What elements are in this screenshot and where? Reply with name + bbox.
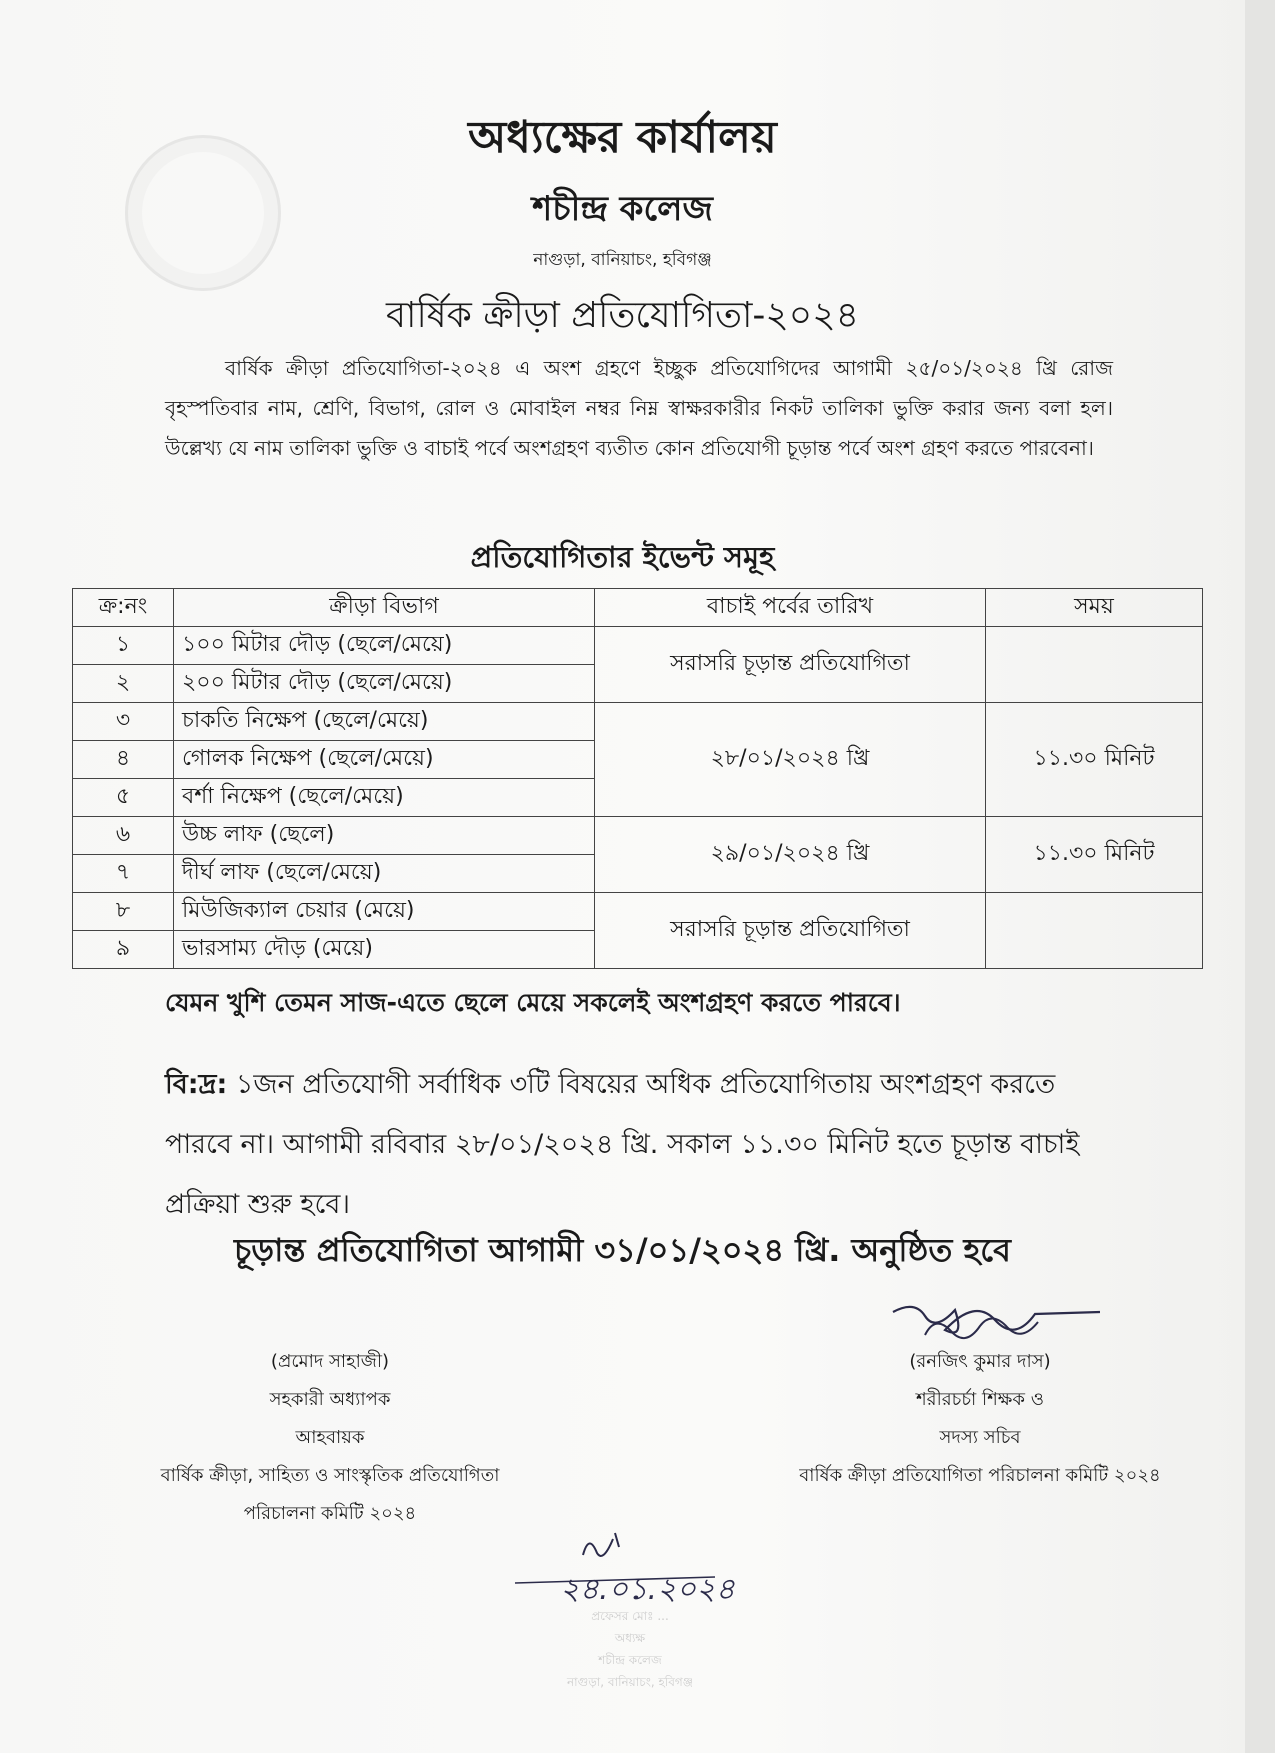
signatory-left — [110, 1343, 550, 1533]
event-title: বার্ষিক ক্রীড়া প্রতিযোগিতা-২০২৪ — [386, 295, 859, 336]
row-serial: ২ — [73, 665, 174, 703]
row-date: সরাসরি চূড়ান্ত প্রতিযোগিতা — [595, 627, 986, 703]
header-time: সময় — [986, 589, 1203, 627]
row-serial: ৫ — [73, 779, 174, 817]
handwritten-date: ২৪.০১.২০২৪ — [560, 1572, 736, 1607]
row-event: ১০০ মিটার দৌড় (ছেলে/মেয়ে) — [174, 627, 595, 665]
row-event: চাকতি নিক্ষেপ (ছেলে/মেয়ে) — [174, 703, 595, 741]
stamp-line-3: শচীন্দ্র কলেজ — [598, 1653, 662, 1667]
row-date: ২৮/০১/২০২৪ খ্রি — [595, 703, 986, 817]
signatory-left-designation: সহকারী অধ্যাপক — [269, 1389, 391, 1410]
final-competition-line: চূড়ান্ত প্রতিযোগিতা আগামী ৩১/০১/২০২৪ খ্রি. অনুষ্ঠিত হবে — [234, 1231, 1011, 1269]
row-event: ভারসাম্য দৌড় (মেয়ে) — [174, 931, 595, 969]
events-heading: প্রতিযোগিতার ইভেন্ট সমূহ — [470, 540, 775, 574]
row-event: উচ্চ লাফ (ছেলে) — [174, 817, 595, 855]
row-serial: ৮ — [73, 893, 174, 931]
signatory-right — [770, 1343, 1190, 1495]
stamp-line-4: নাগুড়া, বানিয়াচং, হবিগঞ্জ — [566, 1675, 694, 1689]
signatory-left-role: আহবায়ক — [295, 1427, 365, 1448]
row-event: মিউজিক্যাল চেয়ার (মেয়ে) — [174, 893, 595, 931]
row-event: দীর্ঘ লাফ (ছেলে/মেয়ে) — [174, 855, 595, 893]
college-name: শচীন্দ্র কলেজ — [532, 189, 713, 229]
row-event: ২০০ মিটার দৌড় (ছেলে/মেয়ে) — [174, 665, 595, 703]
row-time: ১১.৩০ মিনিট — [986, 703, 1203, 817]
row-time: ১১.৩০ মিনিট — [986, 817, 1203, 893]
page-edge — [1245, 0, 1275, 1753]
table-row — [73, 703, 1203, 741]
intro-paragraph: বার্ষিক ক্রীড়া প্রতিযোগিতা-২০২৪ এ অংশ গ্রহণে ইচ্ছুক প্রতিযোগিদের আগামী ২৫/০১/২০২৪ খ্রি রোজ বৃহস্পতিবার নাম, শ্রেণি, বিভাগ, রোল ও মোবাইল নম্বর নিম্ন স্বাক্ষরকারীর নিকট তালিকা ভুক্তি করার জন্য বলা হল। উল্লেখ্য যে নাম তালিকা ভুক্তি ও বাচাই পর্বে অংশগ্রহণ ব্যতীত কোন প্রতিযোগী চূড়ান্ত পর্বে অংশ গ্রহণ করতে পারবেনা। — [165, 356, 1113, 460]
signatory-right-role: সদস্য সচিব — [939, 1427, 1021, 1448]
table-row — [73, 627, 1203, 665]
signatory-left-name: (প্রমোদ সাহাজী) — [270, 1351, 390, 1372]
row-serial: ৩ — [73, 703, 174, 741]
header-serial: ক্র:নং — [73, 589, 174, 627]
row-serial: ৪ — [73, 741, 174, 779]
header-date: বাচাই পর্বের তারিখ — [595, 589, 986, 627]
stamp-line-1: প্রফেসর মোঃ ... — [591, 1609, 669, 1623]
row-event: বর্শা নিক্ষেপ (ছেলে/মেয়ে) — [174, 779, 595, 817]
row-serial: ৭ — [73, 855, 174, 893]
events-table — [72, 588, 1203, 969]
row-time — [986, 893, 1203, 969]
row-serial: ৯ — [73, 931, 174, 969]
dress-note: যেমন খুশি তেমন সাজ-এতে ছেলে মেয়ে সকলেই অংশগ্রহণ করতে পারবে। — [165, 988, 901, 1017]
stamp-line-2: অধ্যক্ষ — [614, 1631, 646, 1645]
handwritten-date-icon — [505, 1525, 785, 1610]
college-address: নাগুড়া, বানিয়াচং, হবিগঞ্জ — [533, 250, 712, 270]
row-date: ২৯/০১/২০২৪ খ্রি — [595, 817, 986, 893]
signatory-left-committee-1: বার্ষিক ক্রীড়া, সাহিত্য ও সাংস্কৃতিক প্রতিযোগিতা — [160, 1465, 500, 1486]
signatory-left-committee-2: পরিচালনা কমিটি ২০২৪ — [243, 1503, 417, 1524]
faint-stamp — [480, 1605, 780, 1693]
table-header-row — [73, 589, 1203, 627]
row-event: গোলক নিক্ষেপ (ছেলে/মেয়ে) — [174, 741, 595, 779]
note-label: বি:দ্র: — [165, 1069, 228, 1100]
table-row — [73, 817, 1203, 855]
table-row — [73, 893, 1203, 931]
row-time — [986, 627, 1203, 703]
row-date: সরাসরি চূড়ান্ত প্রতিযোগিতা — [595, 893, 986, 969]
signatory-right-designation: শরীরচর্চা শিক্ষক ও — [916, 1389, 1044, 1410]
signatory-right-name: (রনজিৎ কুমার দাস) — [909, 1351, 1051, 1372]
row-serial: ৬ — [73, 817, 174, 855]
note-block — [165, 1055, 1120, 1235]
header-event: ক্রীড়া বিভাগ — [174, 589, 595, 627]
row-serial: ১ — [73, 627, 174, 665]
signatory-right-committee: বার্ষিক ক্রীড়া প্রতিযোগিতা পরিচালনা কমিটি ২০২৪ — [799, 1465, 1161, 1486]
office-title: অধ্যক্ষের কার্যালয় — [468, 112, 777, 163]
note-text: ১জন প্রতিযোগী সর্বাধিক ৩টি বিষয়ের অধিক প্রতিযোগিতায় অংশগ্রহণ করতে পারবে না। আগামী রবিবার ২৮/০১/২০২৪ খ্রি. সকাল ১১.৩০ মিনিট হতে চূড়ান্ত বাচাই প্রক্রিয়া শুরু হবে। — [165, 1069, 1080, 1220]
